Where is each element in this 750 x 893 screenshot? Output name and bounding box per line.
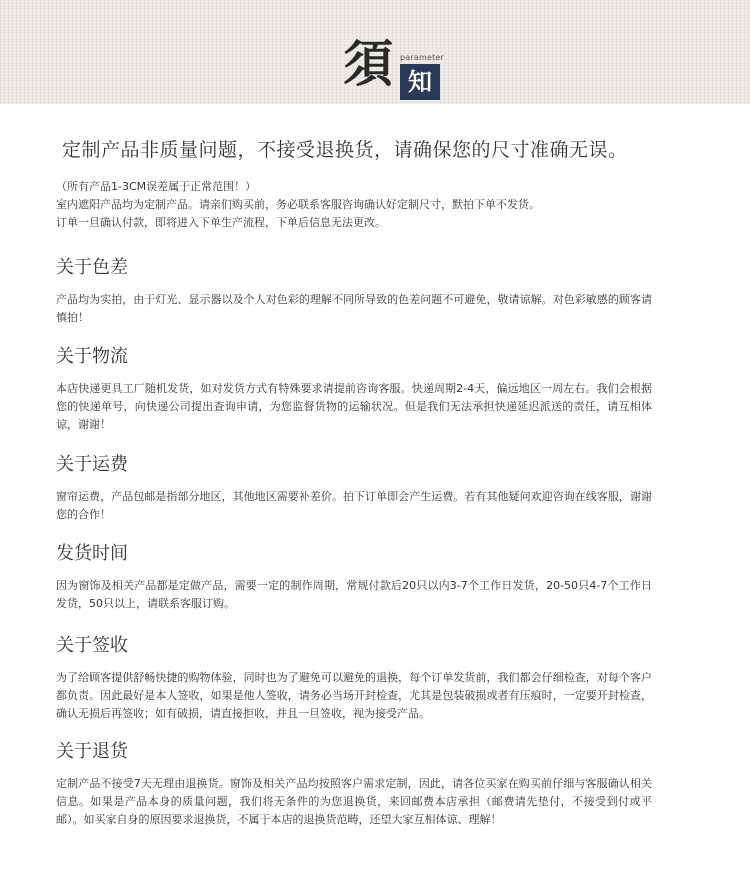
logo-character: 須	[343, 34, 393, 93]
logo-subtitle: parameter	[400, 53, 445, 62]
section-signing	[56, 633, 656, 723]
section-body: 为了给顾客提供舒畅快捷的购物体验，同时也为了避免可以避免的退换，每个订单发货前，我们都会仔细检查，对每个客户都负责。因此最好是本人签收，如果是他人签收，请务必当场开封检查，尤其是包装破损或者有压痕时，一定要开封检查，确认无损后再签收；如有破损，请直接拒收，并且一旦签收，视为接受产品。	[56, 671, 652, 720]
section-title: 关于物流	[56, 346, 128, 367]
section-title: 关于签收	[56, 635, 128, 656]
section-color-difference	[56, 255, 656, 327]
section-body: 定制产品不接受7天无理由退换货。窗饰及相关产品均按照客户需求定制，因此，请各位买家在购买前仔细与客服确认相关信息。如果是产品本身的质量问题，我们将无条件的为您退换货，来回邮费本店承担（邮费请先垫付，不接受到付或平邮）。如买家自身的原因要求退换货，不属于本店的退换货范畴，还望大家互相体谅、理解！	[56, 777, 652, 826]
section-title: 关于色差	[56, 257, 128, 278]
intro-line: （所有产品1-3CM误差属于正常范围！）	[56, 180, 257, 193]
section-returns	[56, 739, 656, 829]
section-title: 关于退货	[56, 741, 128, 762]
section-title: 关于运费	[56, 454, 128, 475]
intro-notes	[56, 178, 656, 232]
section-body: 本店快递更具工厂随机发货，如对发货方式有特殊要求请提前咨询客服。快递周期2-4天，偏远地区一周左右。我们会根据您的快递单号，向快递公司提出查询申请，为您监督货物的运输状况。但是我们无法承担快递延迟派送的责任，请互相体谅，谢谢！	[56, 382, 652, 431]
intro-line: 订单一旦确认付款，即将进入下单生产流程，下单后信息无法更改。	[56, 216, 386, 229]
section-body: 因为窗饰及相关产品都是定做产品，需要一定的制作周期，常规付款后20只以内3-7个工作日发货，20-50只4-7个工作日发货，50只以上，请联系客服订购。	[56, 579, 652, 610]
section-shipping-fee	[56, 452, 656, 524]
section-logistics	[56, 344, 656, 434]
section-title: 发货时间	[56, 543, 128, 564]
header-banner	[0, 0, 750, 104]
intro-line: 室内遮阳产品均为定制产品。请亲们购买前，务必联系客服咨询确认好定制尺寸，默拍下单不发货。	[56, 198, 540, 211]
section-body: 窗帘运费，产品包邮是指部分地区，其他地区需要补差价。拍下订单即会产生运费。若有其他疑问欢迎咨询在线客服，谢谢您的合作！	[56, 490, 652, 521]
section-body: 产品均为实拍，由于灯光、显示器以及个人对色彩的理解不同所导致的色差问题不可避免，敬请谅解。对色彩敏感的顾客请慎拍！	[56, 293, 652, 324]
section-delivery-time	[56, 541, 656, 613]
notice-headline: 定制产品非质量问题，不接受退换货，请确保您的尺寸准确无误。	[62, 139, 628, 161]
logo-badge: 知	[400, 64, 440, 100]
